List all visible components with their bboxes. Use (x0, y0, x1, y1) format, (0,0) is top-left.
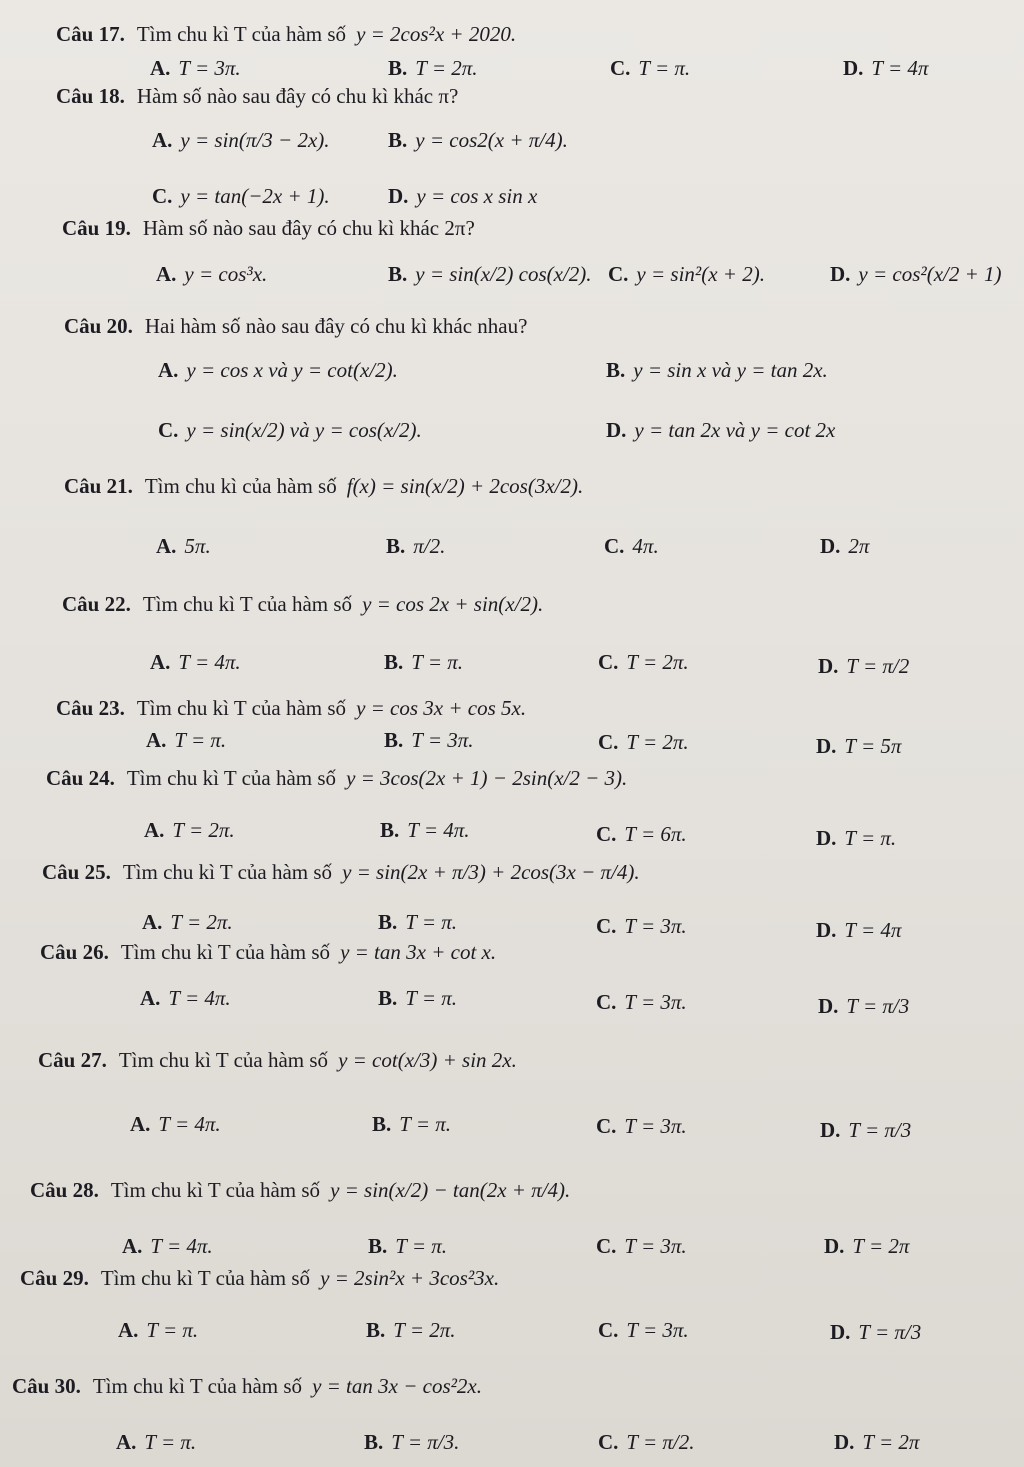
question-formula: y = tan 3x + cot x. (340, 940, 497, 964)
question-text: Tìm chu kì của hàm số (144, 474, 337, 498)
option-d[interactable]: D. T = 4π (816, 918, 902, 942)
option-d[interactable]: D. y = cos²(x/2 + 1) (830, 262, 1002, 286)
question-text: Tìm chu kì T của hàm số (118, 1048, 329, 1072)
question-stem (40, 942, 496, 963)
option-c[interactable]: C. T = π. (610, 56, 691, 80)
question-formula: y = 3cos(2x + 1) − 2sin(x/2 − 3). (346, 766, 628, 790)
option-a[interactable]: A. T = π. (146, 728, 227, 752)
option-d[interactable]: D. T = π/3 (818, 994, 910, 1018)
question-label: Câu 21. (64, 474, 133, 498)
option-c[interactable]: C. T = 3π. (596, 1114, 687, 1138)
question-stem (56, 698, 526, 719)
question-stem (46, 768, 627, 789)
option-a[interactable]: A. T = 4π. (140, 986, 231, 1010)
question-text: Tìm chu kì T của hàm số (122, 860, 333, 884)
question-label: Câu 27. (38, 1048, 107, 1072)
question-stem (64, 316, 527, 337)
option-d[interactable]: D. T = π. (816, 826, 897, 850)
option-b[interactable]: B. T = π/3. (364, 1430, 460, 1454)
question-label: Câu 17. (56, 22, 125, 46)
option-d[interactable]: D. T = 5π (816, 734, 902, 758)
option-c[interactable]: C. T = 6π. (596, 822, 687, 846)
option-c[interactable]: C. y = tan(−2x + 1). (152, 184, 330, 208)
option-c[interactable]: C. y = sin(x/2) và y = cos(x/2). (158, 418, 422, 442)
question-formula: f(x) = sin(x/2) + 2cos(3x/2). (346, 474, 584, 498)
option-a[interactable]: A. y = cos x và y = cot(x/2). (158, 358, 398, 382)
question-label: Câu 30. (12, 1374, 81, 1398)
option-c[interactable]: C. T = 3π. (596, 1234, 687, 1258)
question-formula: y = tan 3x − cos²2x. (312, 1374, 482, 1398)
question-formula: y = sin(x/2) − tan(2x + π/4). (330, 1178, 571, 1202)
question-formula: y = cos 2x + sin(x/2). (362, 592, 544, 616)
option-c[interactable]: C. T = 2π. (598, 650, 689, 674)
option-a[interactable]: A. T = π. (118, 1318, 199, 1342)
option-a[interactable]: A. T = π. (116, 1430, 197, 1454)
option-b[interactable]: B. T = 2π. (366, 1318, 456, 1342)
option-d[interactable]: D. T = π/3 (820, 1118, 912, 1142)
option-b[interactable]: B. T = 4π. (380, 818, 470, 842)
option-d[interactable]: D. T = π/2 (818, 654, 910, 678)
question-stem (56, 86, 458, 107)
question-text: Hàm số nào sau đây có chu kì khác 2π? (142, 216, 475, 240)
option-c[interactable]: C. T = 2π. (598, 730, 689, 754)
option-d[interactable]: D. y = cos x sin x (388, 184, 538, 208)
question-stem (20, 1268, 499, 1289)
option-a[interactable]: A. T = 4π. (130, 1112, 221, 1136)
option-b[interactable]: B. T = 2π. (388, 56, 478, 80)
option-d[interactable]: D. T = 4π (843, 56, 929, 80)
option-b[interactable]: B. π/2. (386, 534, 446, 558)
question-text: Tìm chu kì T của hàm số (142, 592, 353, 616)
question-text: Hàm số nào sau đây có chu kì khác π? (136, 84, 459, 108)
option-b[interactable]: B. T = π. (378, 910, 458, 934)
question-formula: y = cos 3x + cos 5x. (356, 696, 527, 720)
option-c[interactable]: C. 4π. (604, 534, 659, 558)
option-a[interactable]: A. T = 3π. (150, 56, 241, 80)
option-a[interactable]: A. T = 2π. (142, 910, 233, 934)
question-stem (42, 862, 640, 883)
question-label: Câu 18. (56, 84, 125, 108)
question-label: Câu 22. (62, 592, 131, 616)
option-a[interactable]: A. T = 4π. (150, 650, 241, 674)
option-d[interactable]: D. T = π/3 (830, 1320, 922, 1344)
option-d[interactable]: D. T = 2π (834, 1430, 920, 1454)
option-d[interactable]: D. T = 2π (824, 1234, 910, 1258)
question-formula: y = 2sin²x + 3cos²3x. (320, 1266, 500, 1290)
option-b[interactable]: B. y = cos2(x + π/4). (388, 128, 568, 152)
question-stem (62, 594, 543, 615)
question-formula: y = cot(x/3) + sin 2x. (338, 1048, 517, 1072)
option-b[interactable]: B. T = π. (368, 1234, 448, 1258)
option-b[interactable]: B. T = π. (384, 650, 464, 674)
option-a[interactable]: A. y = sin(π/3 − 2x). (152, 128, 330, 152)
option-a[interactable]: A. T = 2π. (144, 818, 235, 842)
option-a[interactable]: A. y = cos³x. (156, 262, 268, 286)
option-c[interactable]: C. T = 3π. (596, 990, 687, 1014)
question-label: Câu 28. (30, 1178, 99, 1202)
option-b[interactable]: B. y = sin x và y = tan 2x. (606, 358, 828, 382)
option-d[interactable]: D. y = tan 2x và y = cot 2x (606, 418, 836, 442)
option-d[interactable]: D. 2π (820, 534, 870, 558)
question-text: Tìm chu kì T của hàm số (110, 1178, 321, 1202)
option-c[interactable]: C. T = 3π. (596, 914, 687, 938)
question-text: Tìm chu kì T của hàm số (136, 696, 347, 720)
question-label: Câu 25. (42, 860, 111, 884)
question-stem (62, 218, 475, 239)
question-stem (12, 1376, 482, 1397)
question-label: Câu 24. (46, 766, 115, 790)
question-text: Tìm chu kì T của hàm số (136, 22, 347, 46)
question-text: Tìm chu kì T của hàm số (120, 940, 331, 964)
option-c[interactable]: C. T = 3π. (598, 1318, 689, 1342)
question-formula: y = sin(2x + π/3) + 2cos(3x − π/4). (342, 860, 640, 884)
option-a[interactable]: A. T = 4π. (122, 1234, 213, 1258)
question-text: Tìm chu kì T của hàm số (92, 1374, 303, 1398)
question-stem (30, 1180, 570, 1201)
question-text: Hai hàm số nào sau đây có chu kì khác nhau? (144, 314, 528, 338)
question-label: Câu 29. (20, 1266, 89, 1290)
option-a[interactable]: A. 5π. (156, 534, 211, 558)
question-stem (38, 1050, 517, 1071)
option-c[interactable]: C. T = π/2. (598, 1430, 695, 1454)
question-label: Câu 20. (64, 314, 133, 338)
question-label: Câu 26. (40, 940, 109, 964)
option-b[interactable]: B. T = π. (378, 986, 458, 1010)
question-text: Tìm chu kì T của hàm số (126, 766, 337, 790)
option-b[interactable]: B. y = sin(x/2) cos(x/2). (388, 262, 592, 286)
option-b[interactable]: B. T = 3π. (384, 728, 474, 752)
question-stem (56, 24, 516, 45)
question-text: Tìm chu kì T của hàm số (100, 1266, 311, 1290)
question-formula: y = 2cos²x + 2020. (356, 22, 517, 46)
question-stem (64, 476, 583, 497)
question-label: Câu 23. (56, 696, 125, 720)
question-label: Câu 19. (62, 216, 131, 240)
option-c[interactable]: C. y = sin²(x + 2). (608, 262, 765, 286)
option-b[interactable]: B. T = π. (372, 1112, 452, 1136)
